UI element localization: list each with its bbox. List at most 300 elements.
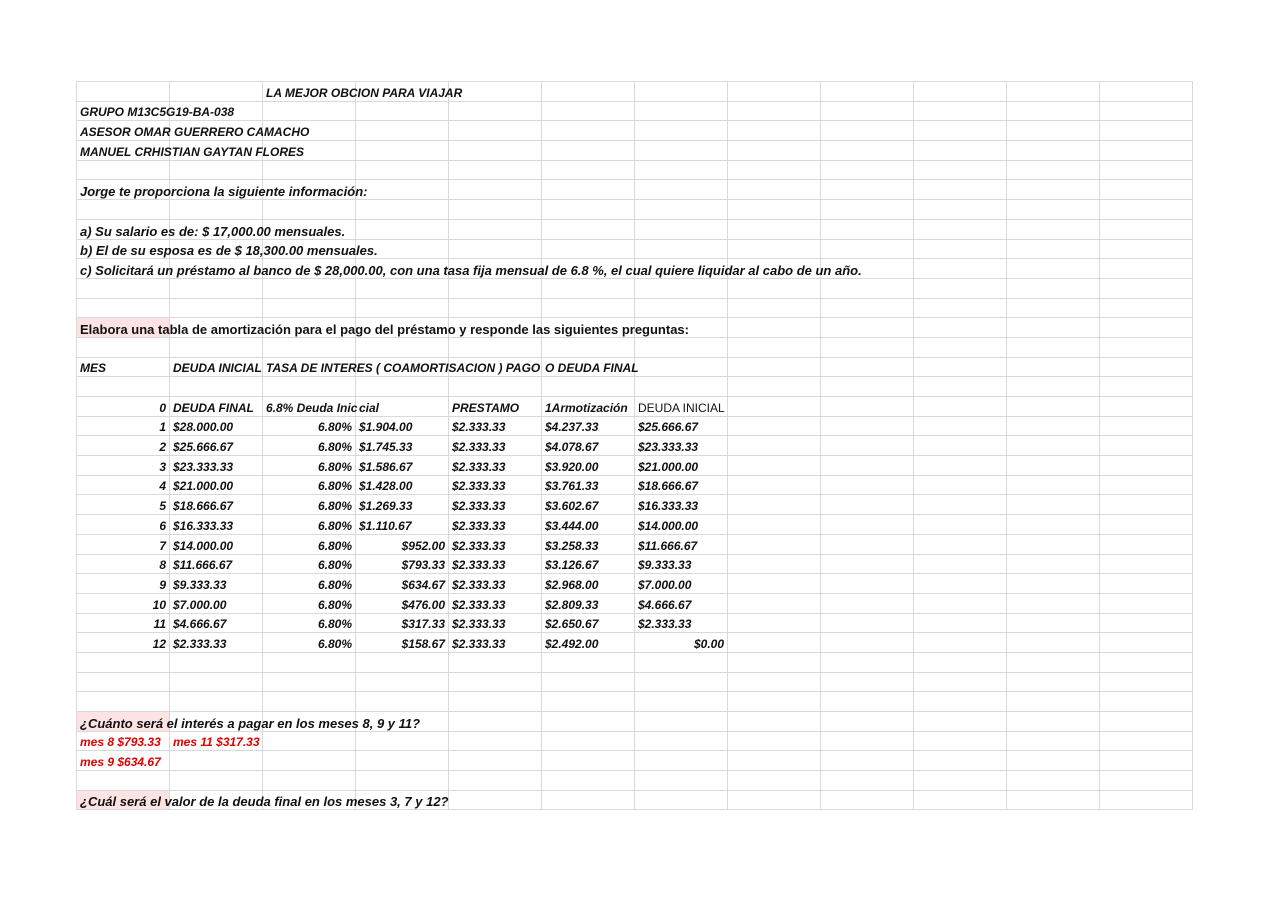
cell[interactable] <box>1100 160 1193 180</box>
cell[interactable] <box>914 613 1007 633</box>
amortizacion-cell[interactable] <box>542 495 635 515</box>
cell[interactable] <box>542 200 635 220</box>
cell[interactable] <box>1007 534 1100 554</box>
cell[interactable] <box>356 751 449 771</box>
cell[interactable] <box>821 416 914 436</box>
deuda-final-cell[interactable] <box>635 534 728 554</box>
deuda-cell[interactable] <box>170 574 263 594</box>
cell[interactable] <box>914 534 1007 554</box>
cell[interactable] <box>1007 239 1100 259</box>
cell[interactable] <box>821 790 914 810</box>
cell[interactable] <box>914 574 1007 594</box>
cell[interactable] <box>635 377 728 397</box>
cell[interactable] <box>1007 337 1100 357</box>
cell[interactable] <box>542 731 635 751</box>
amortizacion-cell[interactable] <box>542 633 635 653</box>
deuda-cell[interactable] <box>170 613 263 633</box>
cell[interactable] <box>821 200 914 220</box>
cell[interactable] <box>821 633 914 653</box>
cell[interactable] <box>635 298 728 318</box>
cell[interactable] <box>1007 790 1100 810</box>
cell[interactable] <box>1007 200 1100 220</box>
cell[interactable] <box>542 82 635 102</box>
cell[interactable] <box>1007 751 1100 771</box>
cell[interactable] <box>77 337 170 357</box>
deuda-final-cell[interactable] <box>635 593 728 613</box>
subheader-mes[interactable] <box>77 397 170 417</box>
cell[interactable] <box>449 298 542 318</box>
cell[interactable] <box>449 239 542 259</box>
cell[interactable] <box>821 180 914 200</box>
cell[interactable] <box>1007 219 1100 239</box>
cell[interactable] <box>77 377 170 397</box>
cell[interactable] <box>1100 593 1193 613</box>
amortizacion-cell[interactable] <box>542 436 635 456</box>
cell[interactable] <box>542 101 635 121</box>
cell[interactable] <box>356 672 449 692</box>
cell[interactable] <box>1100 515 1193 535</box>
pago-cell[interactable] <box>449 574 542 594</box>
cell[interactable] <box>728 475 821 495</box>
cell[interactable] <box>449 160 542 180</box>
cell[interactable] <box>1007 82 1100 102</box>
cell[interactable] <box>1007 456 1100 476</box>
cell[interactable] <box>914 82 1007 102</box>
cell[interactable] <box>77 672 170 692</box>
deuda-cell[interactable] <box>170 495 263 515</box>
cell[interactable] <box>821 141 914 161</box>
cell[interactable] <box>635 712 728 732</box>
cell[interactable] <box>728 416 821 436</box>
cell[interactable] <box>1100 456 1193 476</box>
tasa-cell[interactable] <box>263 613 356 633</box>
cell[interactable] <box>914 377 1007 397</box>
cell[interactable] <box>635 337 728 357</box>
cell[interactable] <box>821 101 914 121</box>
cell[interactable] <box>635 239 728 259</box>
cell[interactable] <box>635 357 728 377</box>
cell[interactable] <box>356 141 449 161</box>
tasa-cell[interactable] <box>263 436 356 456</box>
cell[interactable] <box>728 141 821 161</box>
cell[interactable] <box>635 790 728 810</box>
deuda-cell[interactable] <box>170 554 263 574</box>
mes-cell[interactable] <box>77 633 170 653</box>
cell[interactable] <box>728 239 821 259</box>
subheader-prestamo[interactable] <box>449 397 542 417</box>
cell[interactable] <box>263 652 356 672</box>
cell[interactable] <box>821 593 914 613</box>
cell[interactable] <box>449 790 542 810</box>
cell[interactable] <box>635 101 728 121</box>
cell[interactable] <box>821 712 914 732</box>
cell[interactable] <box>728 101 821 121</box>
cell[interactable] <box>1100 259 1193 279</box>
deuda-cell[interactable] <box>170 416 263 436</box>
col-header-tasa[interactable] <box>263 357 541 377</box>
deuda-final-cell[interactable] <box>635 613 728 633</box>
deuda-cell[interactable] <box>170 593 263 613</box>
cell[interactable] <box>821 515 914 535</box>
cell[interactable] <box>1007 771 1100 791</box>
cell[interactable] <box>728 712 821 732</box>
cell[interactable] <box>635 771 728 791</box>
cell[interactable] <box>170 692 263 712</box>
deuda-final-cell[interactable] <box>635 436 728 456</box>
mes-cell[interactable] <box>77 456 170 476</box>
tasa-cell[interactable] <box>263 593 356 613</box>
deuda-final-cell[interactable] <box>635 574 728 594</box>
cell[interactable] <box>263 672 356 692</box>
cell[interactable] <box>1007 515 1100 535</box>
deuda-cell[interactable] <box>170 633 263 653</box>
cell[interactable] <box>728 337 821 357</box>
cell[interactable] <box>542 377 635 397</box>
cell[interactable] <box>914 495 1007 515</box>
cell[interactable] <box>728 751 821 771</box>
cell[interactable] <box>1007 692 1100 712</box>
cell[interactable] <box>263 692 356 712</box>
cell[interactable] <box>449 692 542 712</box>
cell[interactable] <box>728 219 821 239</box>
cell[interactable] <box>1007 121 1100 141</box>
cell[interactable] <box>1100 652 1193 672</box>
amortizacion-cell[interactable] <box>542 515 635 535</box>
interes-cell[interactable] <box>356 613 449 633</box>
tasa-cell[interactable] <box>263 554 356 574</box>
deuda-final-cell[interactable] <box>635 475 728 495</box>
cell[interactable] <box>821 475 914 495</box>
cell[interactable] <box>542 337 635 357</box>
cell[interactable] <box>821 456 914 476</box>
subheader-amortizacion[interactable] <box>542 397 635 417</box>
cell[interactable] <box>914 416 1007 436</box>
cell[interactable] <box>263 160 356 180</box>
cell[interactable] <box>728 357 821 377</box>
cell[interactable] <box>263 731 356 751</box>
info-loan[interactable] <box>77 259 862 279</box>
cell[interactable] <box>728 160 821 180</box>
cell[interactable] <box>1007 259 1100 279</box>
info-salary[interactable] <box>77 219 346 239</box>
cell[interactable] <box>1007 593 1100 613</box>
cell[interactable] <box>1007 101 1100 121</box>
cell[interactable] <box>77 82 170 102</box>
cell[interactable] <box>728 397 821 417</box>
cell[interactable] <box>1007 652 1100 672</box>
subheader-cial[interactable] <box>356 397 449 417</box>
cell[interactable] <box>170 278 263 298</box>
cell[interactable] <box>77 771 170 791</box>
cell[interactable] <box>728 613 821 633</box>
amortizacion-cell[interactable] <box>542 456 635 476</box>
cell[interactable] <box>170 771 263 791</box>
interes-cell[interactable] <box>356 554 449 574</box>
pago-cell[interactable] <box>449 436 542 456</box>
cell[interactable] <box>821 495 914 515</box>
cell[interactable] <box>449 82 542 102</box>
cell[interactable] <box>1100 692 1193 712</box>
tasa-cell[interactable] <box>263 416 356 436</box>
cell[interactable] <box>1100 731 1193 751</box>
cell[interactable] <box>728 593 821 613</box>
cell[interactable] <box>821 534 914 554</box>
cell[interactable] <box>914 318 1007 338</box>
cell[interactable] <box>635 141 728 161</box>
cell[interactable] <box>542 160 635 180</box>
cell[interactable] <box>914 593 1007 613</box>
cell[interactable] <box>1100 495 1193 515</box>
cell[interactable] <box>914 633 1007 653</box>
mes-cell[interactable] <box>77 436 170 456</box>
deuda-final-cell[interactable] <box>635 554 728 574</box>
cell[interactable] <box>1007 613 1100 633</box>
cell[interactable] <box>263 298 356 318</box>
cell[interactable] <box>728 652 821 672</box>
interes-cell[interactable] <box>356 574 449 594</box>
cell[interactable] <box>1100 239 1193 259</box>
interes-cell[interactable] <box>356 475 449 495</box>
cell[interactable] <box>170 200 263 220</box>
cell[interactable] <box>170 337 263 357</box>
amortizacion-cell[interactable] <box>542 613 635 633</box>
cell[interactable] <box>821 318 914 338</box>
cell[interactable] <box>821 613 914 633</box>
group-label[interactable] <box>77 101 235 121</box>
cell[interactable] <box>542 239 635 259</box>
cell[interactable] <box>77 160 170 180</box>
cell[interactable] <box>914 239 1007 259</box>
cell[interactable] <box>728 456 821 476</box>
mes-cell[interactable] <box>77 534 170 554</box>
cell[interactable] <box>821 278 914 298</box>
cell[interactable] <box>635 672 728 692</box>
cell[interactable] <box>1007 298 1100 318</box>
tasa-cell[interactable] <box>263 475 356 495</box>
amortizacion-cell[interactable] <box>542 593 635 613</box>
cell[interactable] <box>1007 554 1100 574</box>
cell[interactable] <box>263 771 356 791</box>
cell[interactable] <box>77 278 170 298</box>
interes-cell[interactable] <box>356 436 449 456</box>
mes-cell[interactable] <box>77 475 170 495</box>
cell[interactable] <box>1100 318 1193 338</box>
cell[interactable] <box>1100 82 1193 102</box>
cell[interactable] <box>356 377 449 397</box>
cell[interactable] <box>77 200 170 220</box>
mes-cell[interactable] <box>77 416 170 436</box>
cell[interactable] <box>449 672 542 692</box>
cell[interactable] <box>542 771 635 791</box>
cell[interactable] <box>170 672 263 692</box>
answer-mes8[interactable] <box>77 731 170 751</box>
cell[interactable] <box>1100 278 1193 298</box>
cell[interactable] <box>728 672 821 692</box>
cell[interactable] <box>821 337 914 357</box>
mes-cell[interactable] <box>77 554 170 574</box>
cell[interactable] <box>821 160 914 180</box>
deuda-cell[interactable] <box>170 515 263 535</box>
pago-cell[interactable] <box>449 475 542 495</box>
cell[interactable] <box>356 771 449 791</box>
task-instruction[interactable] <box>77 318 689 338</box>
cell[interactable] <box>635 751 728 771</box>
cell[interactable] <box>449 200 542 220</box>
cell[interactable] <box>1100 475 1193 495</box>
cell[interactable] <box>1100 101 1193 121</box>
cell[interactable] <box>635 180 728 200</box>
mes-cell[interactable] <box>77 495 170 515</box>
cell[interactable] <box>1007 160 1100 180</box>
cell[interactable] <box>356 652 449 672</box>
answer-mes9[interactable] <box>77 751 170 771</box>
cell[interactable] <box>821 82 914 102</box>
cell[interactable] <box>449 377 542 397</box>
cell[interactable] <box>356 298 449 318</box>
cell[interactable] <box>1007 475 1100 495</box>
cell[interactable] <box>914 554 1007 574</box>
col-header-mes[interactable] <box>77 357 170 377</box>
cell[interactable] <box>728 180 821 200</box>
cell[interactable] <box>914 200 1007 220</box>
cell[interactable] <box>728 692 821 712</box>
cell[interactable] <box>542 712 635 732</box>
subheader-deuda-final[interactable] <box>170 397 263 417</box>
cell[interactable] <box>728 82 821 102</box>
cell[interactable] <box>542 278 635 298</box>
cell[interactable] <box>356 180 449 200</box>
cell[interactable] <box>1100 121 1193 141</box>
cell[interactable] <box>728 318 821 338</box>
pago-cell[interactable] <box>449 593 542 613</box>
tasa-cell[interactable] <box>263 574 356 594</box>
cell[interactable] <box>1100 436 1193 456</box>
amortizacion-cell[interactable] <box>542 574 635 594</box>
subheader-deuda-inicial[interactable] <box>635 397 728 417</box>
cell[interactable] <box>821 436 914 456</box>
cell[interactable] <box>542 692 635 712</box>
cell[interactable] <box>728 534 821 554</box>
cell[interactable] <box>542 751 635 771</box>
cell[interactable] <box>1100 397 1193 417</box>
cell[interactable] <box>449 141 542 161</box>
cell[interactable] <box>170 377 263 397</box>
interes-cell[interactable] <box>356 593 449 613</box>
student-label[interactable] <box>77 141 304 161</box>
cell[interactable] <box>263 337 356 357</box>
cell[interactable] <box>1100 712 1193 732</box>
cell[interactable] <box>821 672 914 692</box>
amortizacion-cell[interactable] <box>542 534 635 554</box>
cell[interactable] <box>728 200 821 220</box>
cell[interactable] <box>263 278 356 298</box>
cell[interactable] <box>914 652 1007 672</box>
cell[interactable] <box>356 337 449 357</box>
cell[interactable] <box>77 652 170 672</box>
cell[interactable] <box>821 554 914 574</box>
tasa-cell[interactable] <box>263 495 356 515</box>
question-final-debt[interactable] <box>77 790 449 810</box>
pago-cell[interactable] <box>449 554 542 574</box>
cell[interactable] <box>449 180 542 200</box>
cell[interactable] <box>449 219 542 239</box>
cell[interactable] <box>821 731 914 751</box>
pago-cell[interactable] <box>449 534 542 554</box>
cell[interactable] <box>1100 672 1193 692</box>
cell[interactable] <box>263 751 356 771</box>
info-intro[interactable] <box>77 180 368 200</box>
deuda-final-cell[interactable] <box>635 633 728 653</box>
cell[interactable] <box>170 298 263 318</box>
cell[interactable] <box>635 160 728 180</box>
cell[interactable] <box>77 692 170 712</box>
cell[interactable] <box>914 751 1007 771</box>
cell[interactable] <box>821 219 914 239</box>
pago-cell[interactable] <box>449 456 542 476</box>
mes-cell[interactable] <box>77 574 170 594</box>
cell[interactable] <box>77 298 170 318</box>
cell[interactable] <box>542 298 635 318</box>
cell[interactable] <box>914 692 1007 712</box>
cell[interactable] <box>914 515 1007 535</box>
cell[interactable] <box>914 278 1007 298</box>
cell[interactable] <box>1007 377 1100 397</box>
cell[interactable] <box>1007 180 1100 200</box>
pago-cell[interactable] <box>449 515 542 535</box>
cell[interactable] <box>914 456 1007 476</box>
cell[interactable] <box>542 121 635 141</box>
cell[interactable] <box>356 731 449 751</box>
cell[interactable] <box>728 121 821 141</box>
cell[interactable] <box>1100 298 1193 318</box>
cell[interactable] <box>635 652 728 672</box>
cell[interactable] <box>821 751 914 771</box>
cell[interactable] <box>449 771 542 791</box>
cell[interactable] <box>728 574 821 594</box>
cell[interactable] <box>635 692 728 712</box>
cell[interactable] <box>1100 534 1193 554</box>
cell[interactable] <box>1100 219 1193 239</box>
amortizacion-cell[interactable] <box>542 475 635 495</box>
cell[interactable] <box>914 121 1007 141</box>
mes-cell[interactable] <box>77 613 170 633</box>
cell[interactable] <box>449 337 542 357</box>
cell[interactable] <box>1007 672 1100 692</box>
deuda-final-cell[interactable] <box>635 456 728 476</box>
cell[interactable] <box>356 219 449 239</box>
cell[interactable] <box>1007 731 1100 751</box>
cell[interactable] <box>1100 337 1193 357</box>
cell[interactable] <box>728 436 821 456</box>
cell[interactable] <box>821 692 914 712</box>
cell[interactable] <box>1100 751 1193 771</box>
cell[interactable] <box>914 259 1007 279</box>
cell[interactable] <box>914 731 1007 751</box>
subheader-tasa[interactable] <box>263 397 356 417</box>
cell[interactable] <box>914 771 1007 791</box>
cell[interactable] <box>914 712 1007 732</box>
cell[interactable] <box>1007 436 1100 456</box>
cell[interactable] <box>914 141 1007 161</box>
cell[interactable] <box>356 200 449 220</box>
cell[interactable] <box>1007 712 1100 732</box>
cell[interactable] <box>542 141 635 161</box>
cell[interactable] <box>356 101 449 121</box>
cell[interactable] <box>914 475 1007 495</box>
cell[interactable] <box>728 278 821 298</box>
cell[interactable] <box>821 397 914 417</box>
deuda-cell[interactable] <box>170 475 263 495</box>
